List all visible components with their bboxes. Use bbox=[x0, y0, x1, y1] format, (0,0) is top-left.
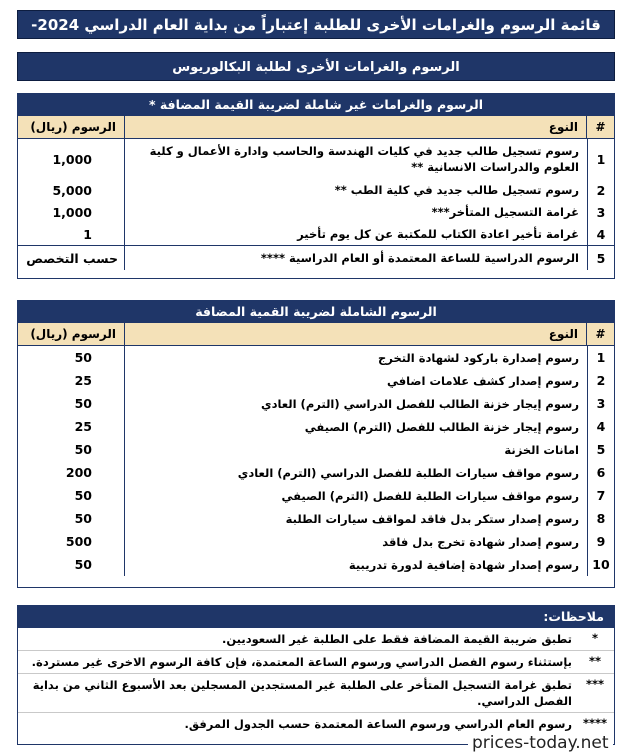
row-fee: حسب التخصص bbox=[26, 250, 118, 266]
table-row bbox=[18, 484, 614, 507]
row-fee: 25 bbox=[74, 419, 92, 434]
note-mark: **** bbox=[582, 716, 608, 730]
row-type: رسوم إصدار شهادة تخرج بدل فاقد bbox=[124, 530, 587, 553]
table-row bbox=[18, 223, 614, 245]
row-num: 8 bbox=[587, 507, 614, 530]
row-type: غرامة تأخير اعادة الكتاب للمكتبة عن كل يوم تأخير bbox=[124, 223, 587, 245]
page-title: قائمة الرسوم والغرامات الأخرى للطلبة إعتباراً من بداية العام الدراسي 2024- bbox=[17, 10, 615, 39]
row-type: رسوم إصدار ستكر بدل فاقد لمواقف سيارات الطلبة bbox=[124, 507, 587, 530]
row-num: 4 bbox=[587, 223, 614, 245]
row-fee: 50 bbox=[74, 396, 92, 411]
row-num: 4 bbox=[587, 415, 614, 438]
row-fee: 50 bbox=[74, 557, 92, 572]
note-item bbox=[18, 713, 614, 735]
row-num: 5 bbox=[587, 438, 614, 461]
table-heading: الرسوم والغرامات غير شاملة لضريبة القيمة المضافة * bbox=[18, 94, 614, 116]
row-num: 10 bbox=[587, 553, 614, 576]
table-row bbox=[18, 245, 614, 270]
row-type: رسوم إيجار خزنة الطالب للفصل (الترم) الصيفي bbox=[124, 415, 587, 438]
row-num: 7 bbox=[587, 484, 614, 507]
row-num: 2 bbox=[587, 369, 614, 392]
note-text: رسوم العام الدراسي ورسوم الساعة المعتمدة حسب الجدول المرفق. bbox=[184, 717, 572, 731]
note-mark: ** bbox=[588, 654, 602, 668]
note-text: بإستثناء رسوم الفصل الدراسي ورسوم الساعة المعتمدة، فإن كافة الرسوم الاخرى غير مستردة. bbox=[31, 655, 572, 669]
table-row bbox=[18, 415, 614, 438]
row-type: رسوم إصدار شهادة إضافية لدورة تدريبية bbox=[124, 553, 587, 576]
row-type: رسوم إصدارة باركود لشهادة التخرج bbox=[124, 346, 587, 369]
row-type: الرسوم الدراسية للساعة المعتمدة أو العام الدراسية **** bbox=[124, 246, 587, 270]
row-num: 3 bbox=[587, 392, 614, 415]
row-fee: 50 bbox=[74, 442, 92, 457]
table-row bbox=[18, 179, 614, 201]
table-row bbox=[18, 201, 614, 223]
table-row bbox=[18, 461, 614, 484]
row-num: 6 bbox=[587, 461, 614, 484]
notes-box bbox=[17, 605, 615, 745]
notes-heading: ملاحظات: bbox=[18, 606, 614, 628]
row-num: 1 bbox=[587, 139, 614, 179]
table-row bbox=[18, 553, 614, 576]
page-subtitle: الرسوم والغرامات الأخرى لطلبة البكالوريوس bbox=[17, 52, 615, 81]
table-row bbox=[18, 530, 614, 553]
fees-table-excl-vat bbox=[17, 93, 615, 279]
table-row bbox=[18, 438, 614, 461]
row-type: رسوم إيجار خزنة الطالب للفصل الدراسي (الترم) العادي bbox=[124, 392, 587, 415]
row-fee: 500 bbox=[65, 534, 92, 549]
note-item bbox=[18, 628, 614, 651]
row-num: 5 bbox=[587, 246, 614, 270]
row-type: امانات الخزنة bbox=[124, 438, 587, 461]
note-item bbox=[18, 674, 614, 713]
note-mark: *** bbox=[585, 677, 605, 691]
row-fee: 50 bbox=[74, 350, 92, 365]
row-num: 9 bbox=[587, 530, 614, 553]
note-mark: * bbox=[591, 631, 598, 645]
row-fee: 50 bbox=[74, 488, 92, 503]
note-text: تطبق ضريبة القيمة المضافة فقط على الطلبة غير السعوديين. bbox=[221, 632, 572, 646]
note-item bbox=[18, 651, 614, 674]
row-type: رسوم إصدار كشف علامات اضافي bbox=[124, 369, 587, 392]
row-type: رسوم تسجيل طالب جديد في كليات الهندسة والحاسب وادارة الأعمال و كلية العلوم والدراسات الانسانية ** bbox=[124, 139, 587, 179]
col-type-header: النوع bbox=[124, 116, 586, 138]
note-text: تطبق غرامة التسجيل المتأخر على الطلبة غير المستجدين المسجلين بعد الأسبوع الثاني من بداية الفصل الدراسي. bbox=[32, 678, 572, 708]
row-fee: 1 bbox=[83, 226, 92, 242]
row-type: رسوم مواقف سيارات الطلبة للفصل (الترم) الصيفي bbox=[124, 484, 587, 507]
table-header-row bbox=[18, 116, 614, 139]
site-watermark: prices-today.net bbox=[468, 733, 613, 753]
col-fee-header: الرسوم (ريال) bbox=[30, 120, 116, 134]
table-heading: الرسوم الشاملة لضريبة القمية المضافة bbox=[18, 301, 614, 323]
table-row bbox=[18, 507, 614, 530]
row-num: 3 bbox=[587, 201, 614, 223]
col-type-header: النوع bbox=[124, 323, 586, 345]
row-fee: 50 bbox=[74, 511, 92, 526]
row-type: رسوم مواقف سيارات الطلبة للفصل الدراسي (الترم) العادي bbox=[124, 461, 587, 484]
row-type: رسوم تسجيل طالب جديد في كلية الطب ** bbox=[124, 179, 587, 201]
fees-table-incl-vat bbox=[17, 300, 615, 588]
col-fee-header: الرسوم (ريال) bbox=[30, 327, 116, 341]
row-type: غرامة التسجيل المتأخر*** bbox=[124, 201, 587, 223]
table-row bbox=[18, 346, 614, 369]
row-num: 1 bbox=[587, 346, 614, 369]
table-header-row bbox=[18, 323, 614, 346]
row-fee: 200 bbox=[65, 465, 92, 480]
row-num: 2 bbox=[587, 179, 614, 201]
row-fee: 1,000 bbox=[52, 151, 92, 167]
table-row bbox=[18, 139, 614, 179]
col-num-header: # bbox=[586, 323, 614, 345]
row-fee: 1,000 bbox=[52, 204, 92, 220]
table-row bbox=[18, 392, 614, 415]
row-fee: 25 bbox=[74, 373, 92, 388]
col-num-header: # bbox=[586, 116, 614, 138]
row-fee: 5,000 bbox=[52, 182, 92, 198]
table-row bbox=[18, 369, 614, 392]
